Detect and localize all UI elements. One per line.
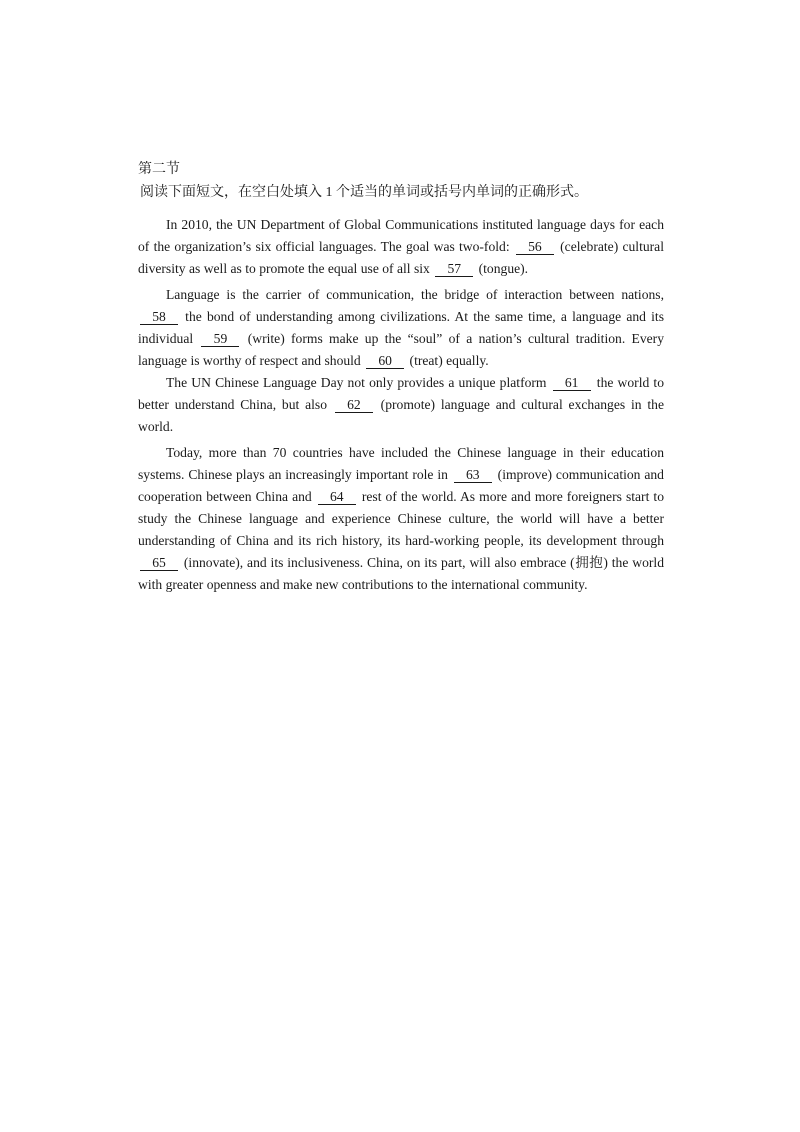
blank-62: 62 <box>335 397 373 413</box>
paragraph-1 <box>138 214 664 280</box>
paragraph-text: (tongue). <box>475 261 529 276</box>
blank-65: 65 <box>140 555 178 571</box>
paragraph-text: the bond of understanding among civilizations. At the same time, a language and its individual <box>138 309 664 346</box>
paragraph-text: Today, more than 70 countries have included the Chinese language in their education systems. Chinese plays an increasingly important role in <box>138 445 664 482</box>
exam-page <box>138 160 664 596</box>
paragraph-text: (celebrate) cultural diversity as well as to promote the equal use of all six <box>138 239 664 276</box>
paragraph-text: The UN Chinese Language Day not only provides a unique platform <box>166 375 551 390</box>
section-title: 第二节 <box>138 162 180 177</box>
paragraph-text: Language is the carrier of communication, the bridge of interaction between nations, <box>166 287 664 302</box>
blank-63: 63 <box>454 467 492 483</box>
paragraph-text: (improve) communication and cooperation between China and <box>138 467 664 504</box>
paragraph-text: rest of the world. As more and more foreigners start to study the Chinese language and experience Chinese culture, the world will have a better understanding of China and its rich history, its hard-working people, its development through <box>138 489 664 548</box>
paragraph-3 <box>138 372 664 438</box>
paragraph-2 <box>138 284 664 372</box>
paragraph-text: (write) forms make up the “soul” of a nation’s cultural tradition. Every language is worthy of respect and should <box>138 331 664 368</box>
blank-56: 56 <box>516 239 554 255</box>
instruction-text: 阅读下面短文，在空白处填入 1 个适当的单词或括号内单词的正确形式。 <box>140 185 588 200</box>
blank-61: 61 <box>553 375 591 391</box>
blank-57: 57 <box>435 261 473 277</box>
paragraph-text: (treat) equally. <box>406 353 489 368</box>
paragraph-4 <box>138 442 664 596</box>
blank-64: 64 <box>318 489 356 505</box>
blank-58: 58 <box>140 309 178 325</box>
paragraph-text: In 2010, the UN Department of Global Communications instituted language days for each of the organization’s six official languages. The goal was two-fold: <box>138 217 664 254</box>
blank-60: 60 <box>366 353 404 369</box>
paragraph-text: (innovate), and its inclusiveness. China, on its part, will also embrace (拥抱) the world with greater openness and make new contributions to the international community. <box>138 555 664 592</box>
blank-59: 59 <box>201 331 239 347</box>
paragraph-text: (promote) language and cultural exchanges in the world. <box>138 397 664 434</box>
paragraph-text: the world to better understand China, but also <box>138 375 664 412</box>
